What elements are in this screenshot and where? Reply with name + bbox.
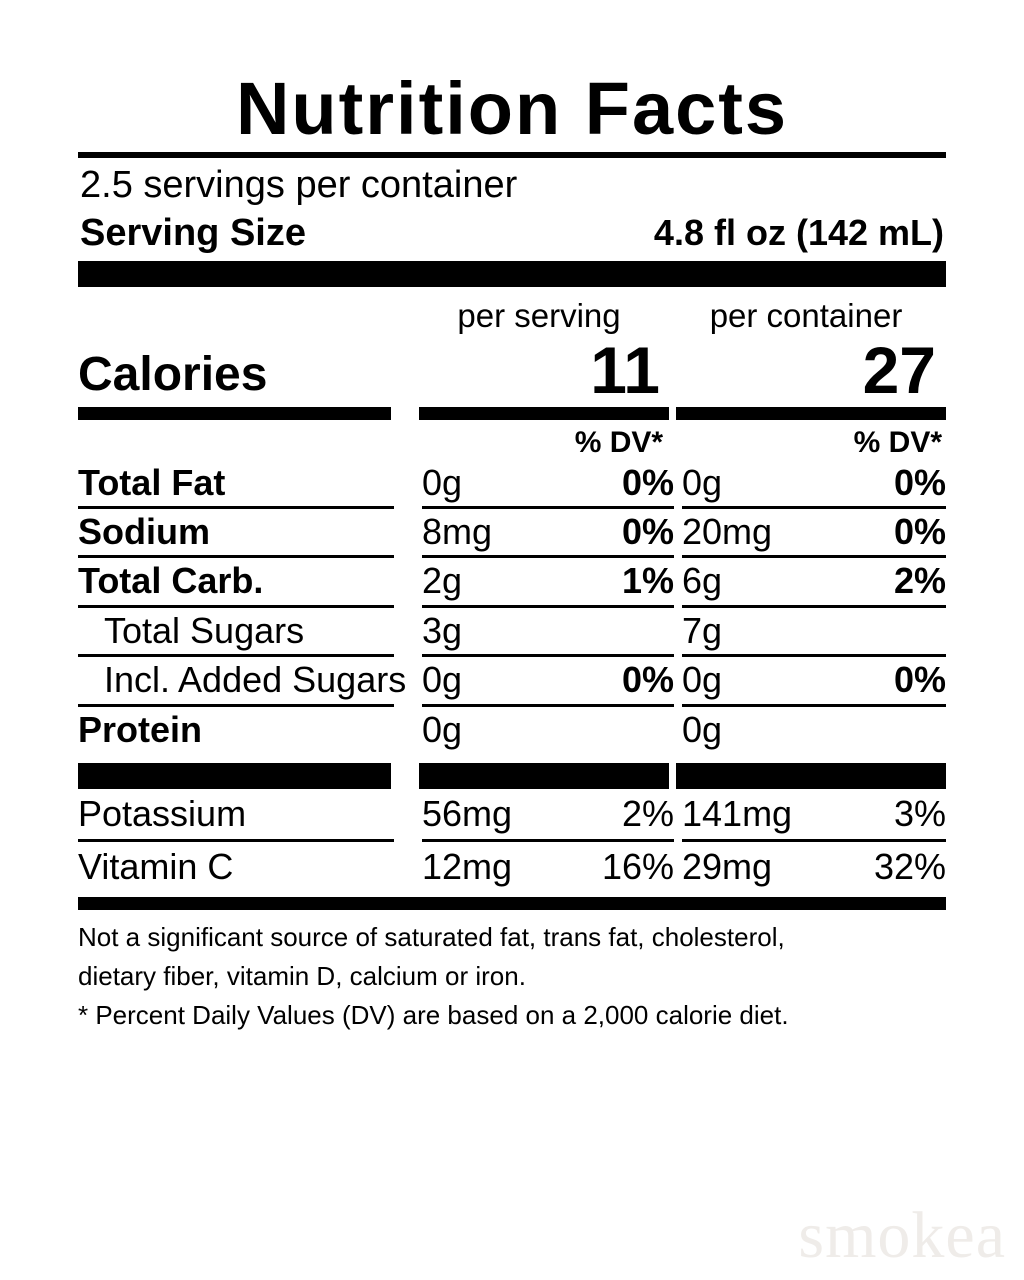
divider-before-footnotes — [78, 897, 946, 910]
vitamin-name: Potassium — [78, 789, 394, 840]
nutrient-serving-dv: 1% — [532, 557, 674, 606]
cell-spacer-2 — [674, 705, 682, 753]
nutrient-container-amount: 0g — [682, 460, 802, 508]
nutrient-container-dv: 2% — [802, 557, 946, 606]
nutrient-container-amount: 7g — [682, 606, 802, 655]
vitamin-container-amount: 141mg — [682, 789, 802, 840]
table-row — [78, 789, 946, 840]
vitamin-name: Vitamin C — [78, 845, 234, 887]
column-header-spacer — [78, 297, 408, 335]
cell-spacer-2 — [674, 557, 682, 606]
calories-per-serving: 11 — [590, 332, 660, 407]
table-row — [78, 606, 946, 655]
nutrient-name: Total Carb. — [78, 557, 394, 606]
nutrient-serving-dv — [532, 606, 674, 655]
divider-segment-desc — [78, 407, 391, 420]
nutrient-name: Sodium — [78, 507, 394, 556]
nutrient-serving-amount: 3g — [422, 606, 532, 655]
footnotes — [78, 910, 946, 1035]
cell-spacer — [394, 460, 422, 508]
dv-header-row — [78, 420, 946, 460]
calories-label: Calories — [78, 347, 268, 401]
nutrient-serving-dv: 0% — [532, 507, 674, 556]
dv-header-container: % DV* — [853, 425, 942, 459]
nutrient-container-dv: 0% — [802, 460, 946, 508]
cell-spacer — [394, 789, 422, 840]
nutrient-serving-amount: 2g — [422, 557, 532, 606]
vitamin-container-dv: 32% — [873, 845, 946, 887]
divider-gap-2 — [669, 407, 677, 420]
nutrient-table — [78, 460, 946, 754]
cell-spacer-2 — [674, 789, 682, 840]
table-row — [78, 460, 946, 508]
nutrient-container-dv — [802, 705, 946, 753]
serving-size-row — [78, 210, 946, 261]
cell-spacer-2 — [674, 460, 682, 508]
vitamin-serving-dv: 2% — [532, 789, 674, 840]
divider-gap-2 — [669, 763, 677, 789]
nutrient-serving-amount: 0g — [422, 460, 532, 508]
cell-spacer — [394, 557, 422, 606]
nutrient-serving-dv: 0% — [532, 460, 674, 508]
serving-size-value: 4.8 fl oz (142 mL) — [653, 211, 944, 253]
table-row — [78, 507, 946, 556]
column-headers — [78, 287, 946, 335]
table-row — [78, 557, 946, 606]
table-row — [78, 840, 946, 891]
divider-before-vitamins — [78, 763, 946, 789]
divider-segment-container — [676, 407, 946, 420]
divider-gap-1 — [391, 763, 419, 789]
nutrient-container-amount: 20mg — [682, 507, 802, 556]
nutrient-container-dv — [802, 606, 946, 655]
nutrient-serving-amount: 0g — [422, 656, 532, 705]
column-header-per-serving: per serving — [457, 296, 621, 334]
divider-under-calories — [78, 407, 946, 420]
nutrient-container-amount: 0g — [682, 708, 723, 750]
footnote-line-1: Not a significant source of saturated fat, trans fat, cholesterol, — [78, 922, 785, 953]
nutrient-name: Total Sugars — [78, 606, 394, 655]
table-row — [78, 656, 946, 705]
vitamin-serving-amount: 56mg — [422, 789, 532, 840]
calories-row — [78, 332, 946, 407]
vitamin-container-amount: 29mg — [682, 845, 773, 887]
table-row — [78, 705, 946, 753]
cell-spacer — [394, 705, 422, 753]
cell-spacer-2 — [674, 840, 682, 891]
nutrient-serving-amount: 8mg — [422, 507, 532, 556]
divider-segment-desc — [78, 763, 391, 789]
vitamin-container-dv: 3% — [802, 789, 946, 840]
dv-header-serving: % DV* — [574, 425, 664, 459]
nutrient-name: Total Fat — [78, 460, 394, 508]
column-header-per-container: per container — [709, 296, 903, 334]
nutrition-facts-label — [78, 62, 946, 1035]
cell-spacer — [394, 840, 422, 891]
nutrient-serving-amount: 0g — [422, 708, 463, 750]
divider-gap-1 — [391, 407, 419, 420]
dv-header-gap-1 — [388, 426, 415, 460]
page-title: Nutrition Facts — [235, 67, 789, 150]
nutrient-serving-dv: 0% — [532, 656, 674, 705]
cell-spacer — [394, 507, 422, 556]
divider-thick-top — [78, 261, 946, 287]
nutrient-container-dv: 0% — [802, 656, 946, 705]
vitamin-table — [78, 789, 946, 891]
dv-header-spacer — [78, 426, 388, 460]
nutrient-container-amount: 0g — [682, 656, 802, 705]
serving-size-label: Serving Size — [80, 211, 306, 254]
cell-spacer — [394, 606, 422, 655]
vitamin-serving-dv: 16% — [601, 845, 674, 887]
servings-per-container: 2.5 servings per container — [80, 164, 518, 206]
calories-per-container: 27 — [862, 332, 936, 407]
cell-spacer-2 — [674, 656, 682, 705]
nutrient-container-dv: 0% — [802, 507, 946, 556]
nutrient-container-amount: 6g — [682, 557, 802, 606]
nutrient-name: Incl. Added Sugars — [78, 656, 394, 705]
watermark: smokea — [798, 1199, 1006, 1272]
footnote-line-3: * Percent Daily Values (DV) are based on a 2,000 calorie diet. — [78, 1000, 789, 1031]
cell-spacer-2 — [674, 606, 682, 655]
divider-segment-serving — [419, 763, 669, 789]
divider-segment-container — [676, 763, 946, 789]
nutrient-serving-dv — [532, 705, 674, 753]
cell-spacer-2 — [674, 507, 682, 556]
divider-segment-serving — [419, 407, 669, 420]
dv-header-gap-2 — [667, 426, 675, 460]
footnote-line-2: dietary fiber, vitamin D, calcium or iron. — [78, 961, 526, 992]
nutrient-name: Protein — [78, 708, 203, 750]
vitamin-serving-amount: 12mg — [422, 845, 513, 887]
